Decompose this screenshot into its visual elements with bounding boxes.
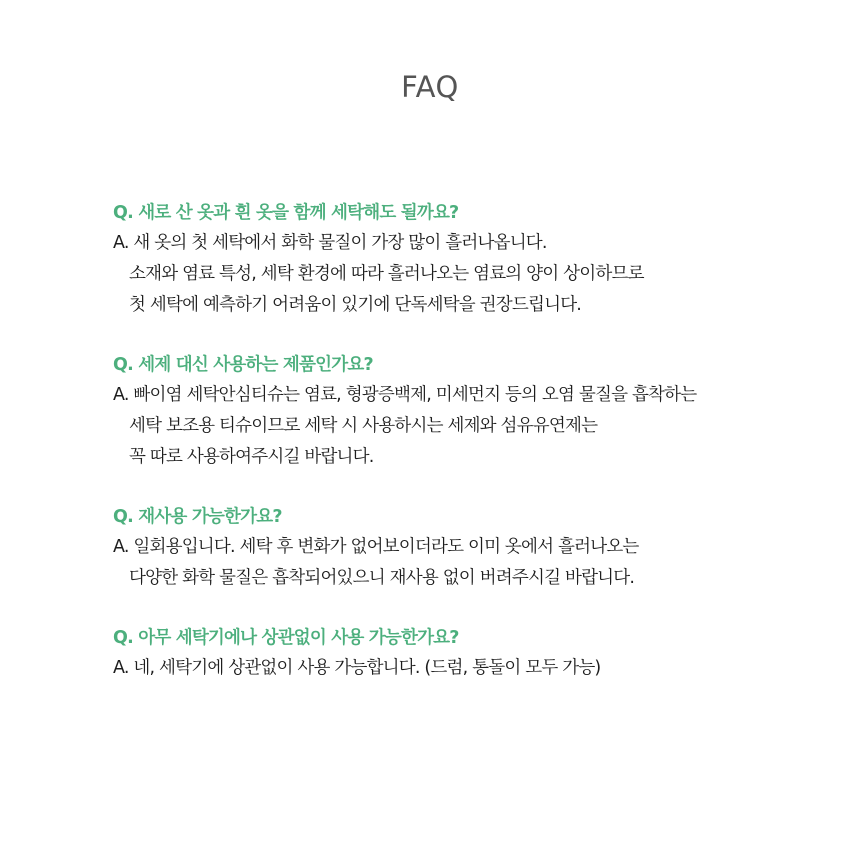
- faq-item: [113, 198, 833, 321]
- faq-answer: [113, 228, 833, 321]
- faq-question: Q. 재사용 가능한가요?: [113, 507, 282, 527]
- faq-answer-line: 세탁 보조용 티슈이므로 세탁 시 사용하시는 세제와 섬유유연제는: [129, 416, 598, 436]
- faq-answer-line: A. 일회용입니다. 세탁 후 변화가 없어보이더라도 이미 옷에서 흘러나오는: [113, 537, 639, 557]
- faq-item: [113, 502, 833, 594]
- faq-item: [113, 623, 833, 684]
- faq-answer: [113, 380, 833, 473]
- faq-answer: [113, 653, 833, 684]
- faq-answer-line: 소재와 염료 특성, 세탁 환경에 따라 흘러나오는 염료의 양이 상이하므로: [129, 264, 644, 284]
- faq-item: [113, 350, 833, 473]
- faq-list: [113, 198, 833, 713]
- faq-question: Q. 세제 대신 사용하는 제품인가요?: [113, 355, 373, 375]
- page-title: FAQ: [401, 70, 459, 104]
- faq-answer-line: 다양한 화학 물질은 흡착되어있으니 재사용 없이 버려주시길 바랍니다.: [129, 568, 635, 588]
- faq-answer-line: A. 새 옷의 첫 세탁에서 화학 물질이 가장 많이 흘러나옵니다.: [113, 233, 547, 253]
- faq-question: Q. 새로 산 옷과 흰 옷을 함께 세탁해도 될까요?: [113, 203, 459, 223]
- faq-question: Q. 아무 세탁기에나 상관없이 사용 가능한가요?: [113, 628, 459, 648]
- faq-answer-line: 첫 세탁에 예측하기 어려움이 있기에 단독세탁을 권장드립니다.: [129, 295, 582, 315]
- faq-answer-line: A. 빠이염 세탁안심티슈는 염료, 형광증백제, 미세먼지 등의 오염 물질을 흡착하는: [113, 385, 697, 405]
- faq-answer-line: 꼭 따로 사용하여주시길 바랍니다.: [129, 447, 374, 467]
- faq-answer: [113, 532, 833, 594]
- faq-answer-line: A. 네, 세탁기에 상관없이 사용 가능합니다. (드럼, 통돌이 모두 가능): [113, 658, 601, 678]
